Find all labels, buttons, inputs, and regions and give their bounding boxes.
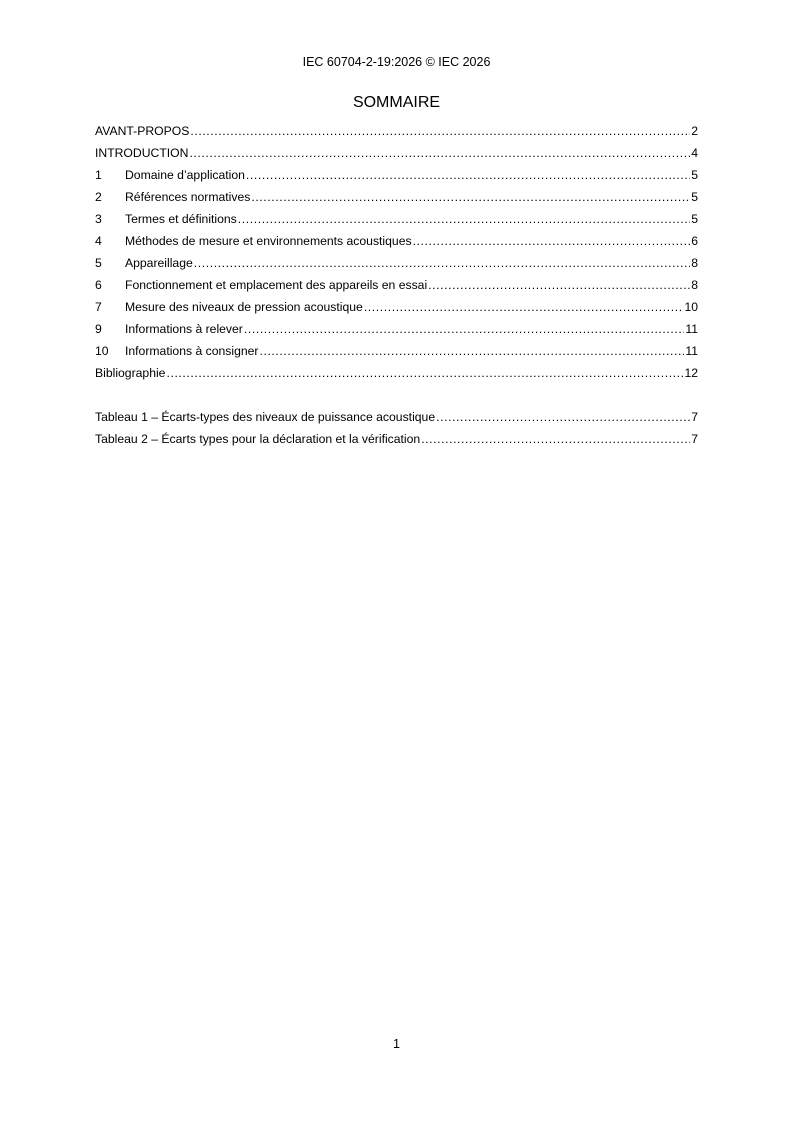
page-number: 1	[393, 1037, 400, 1051]
dot-leader	[189, 146, 690, 160]
toc-entry-label: Références normatives	[125, 190, 251, 204]
dot-leader	[190, 124, 690, 138]
toc-entry-number: 10	[95, 344, 109, 358]
dot-leader	[421, 432, 690, 446]
toc-entry[interactable]	[95, 300, 698, 322]
toc-entry-number: 7	[95, 300, 102, 314]
toc-entry-label: Informations à consigner	[125, 344, 259, 358]
toc-entry-page: 7	[691, 432, 698, 446]
toc-entry-number: 6	[95, 278, 102, 292]
toc-entry-page: 12	[684, 366, 698, 380]
dot-leader	[364, 300, 684, 314]
toc-entry[interactable]	[95, 146, 698, 168]
dot-leader	[244, 322, 684, 336]
toc-entry-page: 5	[691, 168, 698, 182]
toc-entry-label: Fonctionnement et emplacement des appareils en essai	[125, 278, 428, 292]
dot-leader	[246, 168, 690, 182]
toc-entry-label: Tableau 2 – Écarts types pour la déclaration et la vérification	[95, 432, 421, 446]
toc-entry-page: 8	[691, 256, 698, 270]
document-header: IEC 60704-2-19:2026 © IEC 2026	[302, 55, 491, 69]
dot-leader	[436, 410, 690, 424]
toc-entry-number: 4	[95, 234, 102, 248]
toc-entry[interactable]	[95, 124, 698, 146]
toc-entry-label: INTRODUCTION	[95, 146, 189, 160]
toc-entry-label: Termes et définitions	[125, 212, 237, 226]
toc-entry-number: 1	[95, 168, 102, 182]
toc-entry-label: Bibliographie	[95, 366, 166, 380]
toc-entry-number: 9	[95, 322, 102, 336]
table-of-contents	[95, 124, 698, 388]
toc-entry-label: Informations à relever	[125, 322, 243, 336]
toc-entry-page: 7	[691, 410, 698, 424]
toc-entry-label: Domaine d’application	[125, 168, 245, 182]
toc-entry[interactable]	[95, 278, 698, 300]
toc-entry[interactable]	[95, 322, 698, 344]
toc-entry[interactable]	[95, 190, 698, 212]
toc-entry[interactable]	[95, 410, 698, 432]
toc-entry[interactable]	[95, 212, 698, 234]
toc-entry-page: 5	[691, 212, 698, 226]
toc-entry-page: 11	[685, 344, 698, 358]
toc-entry-page: 2	[691, 124, 698, 138]
toc-entry-page: 5	[691, 190, 698, 204]
toc-entry-label: Appareillage	[125, 256, 193, 270]
list-of-tables	[95, 410, 698, 454]
dot-leader	[259, 344, 684, 358]
toc-entry-label: Méthodes de mesure et environnements acoustiques	[125, 234, 412, 248]
toc-entry-number: 3	[95, 212, 102, 226]
toc-entry-page: 10	[684, 300, 698, 314]
toc-entry[interactable]	[95, 234, 698, 256]
toc-entry[interactable]	[95, 366, 698, 388]
toc-entry-page: 11	[685, 322, 698, 336]
toc-entry[interactable]	[95, 344, 698, 366]
dot-leader	[194, 256, 690, 270]
toc-entry-page: 8	[691, 278, 698, 292]
dot-leader	[166, 366, 683, 380]
toc-entry[interactable]	[95, 168, 698, 190]
toc-entry-label: AVANT-PROPOS	[95, 124, 190, 138]
toc-entry-number: 5	[95, 256, 102, 270]
page-title: SOMMAIRE	[352, 94, 441, 111]
toc-entry-page: 6	[691, 234, 698, 248]
toc-entry-label: Tableau 1 – Écarts-types des niveaux de puissance acoustique	[95, 410, 436, 424]
dot-leader	[428, 278, 690, 292]
dot-leader	[413, 234, 691, 248]
dot-leader	[238, 212, 690, 226]
dot-leader	[251, 190, 690, 204]
toc-entry-label: Mesure des niveaux de pression acoustique	[125, 300, 363, 314]
toc-entry[interactable]	[95, 432, 698, 454]
toc-entry[interactable]	[95, 256, 698, 278]
toc-entry-number: 2	[95, 190, 102, 204]
toc-entry-page: 4	[691, 146, 698, 160]
